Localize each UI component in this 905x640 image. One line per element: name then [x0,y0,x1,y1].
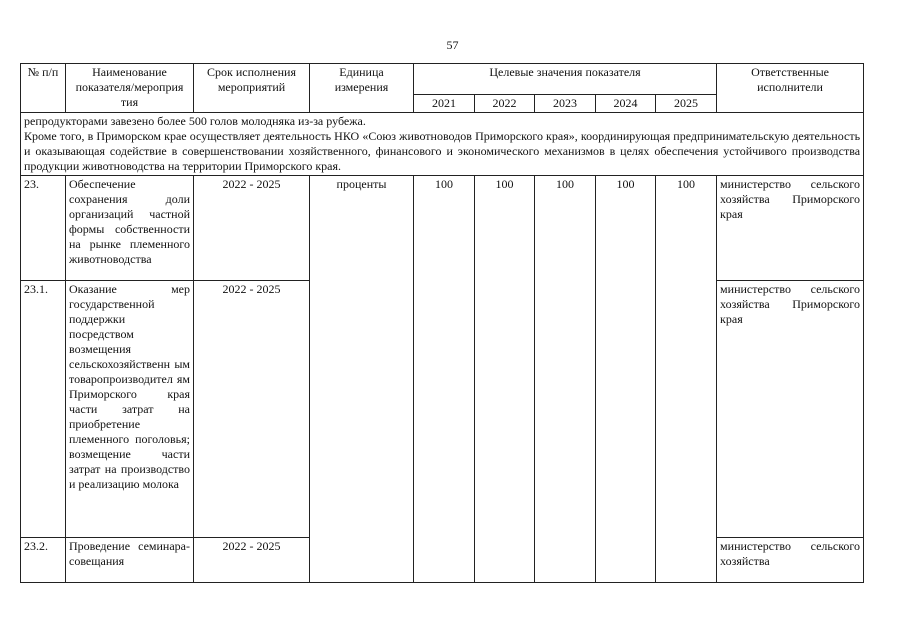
row-value-empty [414,281,475,538]
row-value-empty [656,281,717,538]
header-year: 2021 [414,95,475,113]
row-value: 100 [656,176,717,281]
table-row [21,281,864,538]
row-term: 2022 - 2025 [194,538,310,583]
row-responsible: министерство сельского хозяйства Приморского края [717,176,864,281]
header-name: Наименование показателя/мероприя тия [66,64,194,113]
row-responsible: министерство сельского хозяйства [717,538,864,583]
header-year: 2022 [475,95,535,113]
header-term: Срок исполнения мероприятий [194,64,310,113]
row-value: 100 [414,176,475,281]
row-term: 2022 - 2025 [194,281,310,538]
row-value-empty [656,538,717,583]
row-value-empty [414,538,475,583]
header-year: 2025 [656,95,717,113]
header-responsible: Ответственные исполнители [717,64,864,113]
row-num: 23.1. [21,281,66,538]
row-name: Обеспечение сохранения доли организаций частной формы собственности на рынке племенного животноводства [66,176,194,281]
table-row [21,176,864,281]
row-value-empty [535,538,596,583]
header-unit: Единица измерения [310,64,414,113]
row-value-empty [535,281,596,538]
row-responsible: министерство сельского хозяйства Приморского края [717,281,864,538]
row-value: 100 [475,176,535,281]
header-targets: Целевые значения показателя [414,64,717,95]
row-value-empty [475,281,535,538]
row-unit-empty [310,538,414,583]
row-term: 2022 - 2025 [194,176,310,281]
intro-text [21,113,864,176]
row-unit: проценты [310,176,414,281]
row-num: 23.2. [21,538,66,583]
row-value: 100 [535,176,596,281]
row-name: Оказание мер государственной поддержки посредством возмещения сельскохозяйственн ым товаропроизводител ям Приморского края части затрат на приобретение племенного поголовья; возмещение части затрат на производство и реализацию молока [66,281,194,538]
row-num: 23. [21,176,66,281]
row-value-empty [475,538,535,583]
header-num: № п/п [21,64,66,113]
header-year: 2024 [596,95,656,113]
intro-line-2: Кроме того, в Приморском крае осуществляет деятельность НКО «Союз животноводов Приморского края», координирующая предпринимательскую деятельность и оказывающая содействие в совершенствовании хозяйственного, финансового и экономического механизмов в целях обеспечения устойчивого производства продукции животноводства на территории Приморского края. [24,129,861,173]
row-name: Проведение семинара-совещания [66,538,194,583]
row-value-empty [596,538,656,583]
page-number: 57 [446,38,459,52]
intro-row [21,113,864,176]
intro-line-1: репродукторами завезено более 500 голов молодняка из-за рубежа. [24,114,366,128]
table-row [21,538,864,583]
indicators-table [20,63,864,583]
row-value-empty [596,281,656,538]
row-unit-empty [310,281,414,538]
row-value: 100 [596,176,656,281]
header-row [21,64,864,95]
header-year: 2023 [535,95,596,113]
